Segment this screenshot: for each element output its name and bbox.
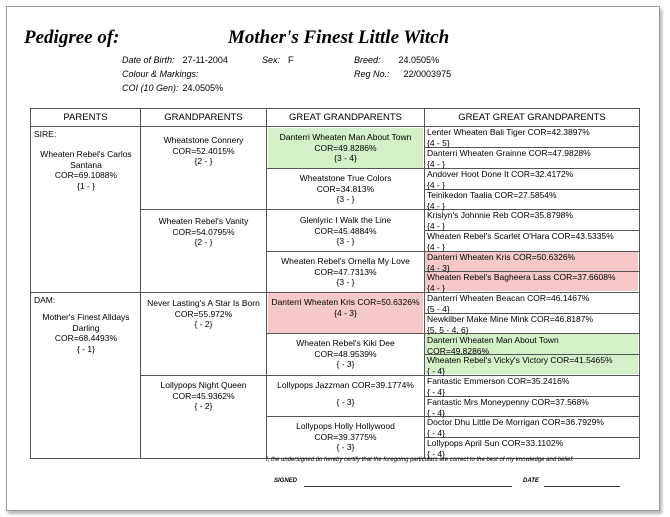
great-grandparent-8: Lollypops Holly Hollywood COR=39.3775% { - 3} xyxy=(296,421,395,452)
signature-line[interactable] xyxy=(304,486,512,487)
gggp-6: Wheaten Rebel's Scarlet O'Hara COR=43.5335% {4 - } xyxy=(427,231,614,252)
gggp-5: Krislyn's Johnnie Reb COR=35.8798% {4 - } xyxy=(427,210,573,231)
sire-entry: Wheaten Rebel's Carlos Santana COR=69.1088% {1 - } xyxy=(40,149,132,191)
gggp-8: Wheaten Rebel's Bagheera Lass COR=37.6608% {4 - } xyxy=(427,272,616,293)
grandparent-2: Wheaten Rebel's Vanity COR=54.0795% {2 - } xyxy=(158,216,249,247)
great-grandparent-2: Wheatstone True Colors COR=34.813% {3 - } xyxy=(299,173,392,204)
great-grandparent-1: Danterri Wheaten Man About Town COR=49.8286% {3 - 4} xyxy=(279,132,412,163)
date-label: DATE xyxy=(523,478,539,484)
colour-field: Colour & Markings: xyxy=(122,69,199,79)
great-grandparent-5: Danterri Wheaten Kris COR=50.6326% {4 - 3} xyxy=(271,297,420,318)
gggp-11: Danterri Wheaten Man About Town COR=49.8286% xyxy=(427,335,559,356)
gggp-7: Danterri Wheaten Kris COR=50.6326% {4 - 3} xyxy=(427,252,576,273)
grandparent-1: Wheatstone Connery COR=52.4015% {2 - } xyxy=(163,135,244,166)
dam-label: DAM: xyxy=(34,295,56,305)
gggp-12: Wheaten Rebel's Vicky's Victory COR=41.5465% { - 4} xyxy=(427,355,613,376)
great-grandparent-4: Wheaten Rebel's Ornella My Love COR=47.7313% {3 - } xyxy=(281,256,410,287)
great-grandparent-6: Wheaten Rebel's Kiki Dee COR=48.9539% { - 3} xyxy=(296,338,395,369)
dam-entry: Mother's Finest Alldays Darling COR=68.4493% { - 1} xyxy=(42,312,130,354)
header-grandparents: GRANDPARENTS xyxy=(164,112,243,123)
sex-field: Sex: F xyxy=(262,55,294,65)
gggp-9: Danterri Wheaten Beacan COR=46.1467% {5 - 4} xyxy=(427,293,590,314)
regno-field: Reg No.: 22/0003975 xyxy=(354,69,452,79)
gggp-16: Lollypops April Sun COR=33.1102% { - 4} xyxy=(427,438,564,459)
header-great-great-grandparents: GREAT GREAT GRANDPARENTS xyxy=(458,112,606,123)
gggp-14: Fantastic Mrs Moneypenny COR=37.568% { - 4} xyxy=(427,397,589,418)
gggp-15: Doctor Dhu Little De Morrigan COR=36.7929% { - 4} xyxy=(427,417,604,438)
dob-field: Date of Birth: 27-11-2004 xyxy=(122,55,228,65)
gggp-4: Teinikedon Taalia COR=27.5854% {4 - } xyxy=(427,190,557,211)
certification-text: I, the undersigned do hereby certify that the foregoing particulars are correct to the best of my knowledge and belief. xyxy=(266,457,574,463)
sire-label: SIRE: xyxy=(34,129,57,139)
pedigree-title-label: Pedigree of: xyxy=(24,27,120,48)
gggp-13: Fantastic Emmerson COR=35.2416% { - 4} xyxy=(427,376,570,397)
great-grandparent-7: Lollypops Jazzman COR=39.1774% { - 3} xyxy=(277,380,414,407)
header-great-grandparents: GREAT GRANDPARENTS xyxy=(289,112,402,123)
pedigree-grid xyxy=(30,108,640,459)
grandparent-3: Never Lasting's A Star Is Born COR=55.972% { - 2} xyxy=(147,298,260,329)
gggp-1: Lenter Wheaten Bali Tiger COR=42.3897% {4 - 5} xyxy=(427,127,590,148)
signed-label: SIGNED xyxy=(274,478,298,484)
gggp-3: Andover Hoot Done It COR=32.4172% {4 - } xyxy=(427,169,574,190)
breed-field: Breed: 24.0505% xyxy=(354,55,440,65)
grandparent-4: Lollypops Night Queen COR=45.9362% { - 2} xyxy=(160,380,247,411)
gggp-10: Newkilber Make Mine Mink COR=46.8187% {5, 5 - 4, 6} xyxy=(427,314,594,335)
dog-name: Mother's Finest Little Witch xyxy=(228,27,450,48)
date-line[interactable] xyxy=(544,486,620,487)
great-grandparent-3: Glenlyric I Walk the Line COR=45.4884% {3 - } xyxy=(299,215,392,246)
gggp-2: Danterri Wheaten Grainne COR=47.9828% {4 - } xyxy=(427,148,591,169)
coi-field: COI (10 Gen): 24.0505% xyxy=(122,83,224,93)
header-parents: PARENTS xyxy=(63,112,108,123)
